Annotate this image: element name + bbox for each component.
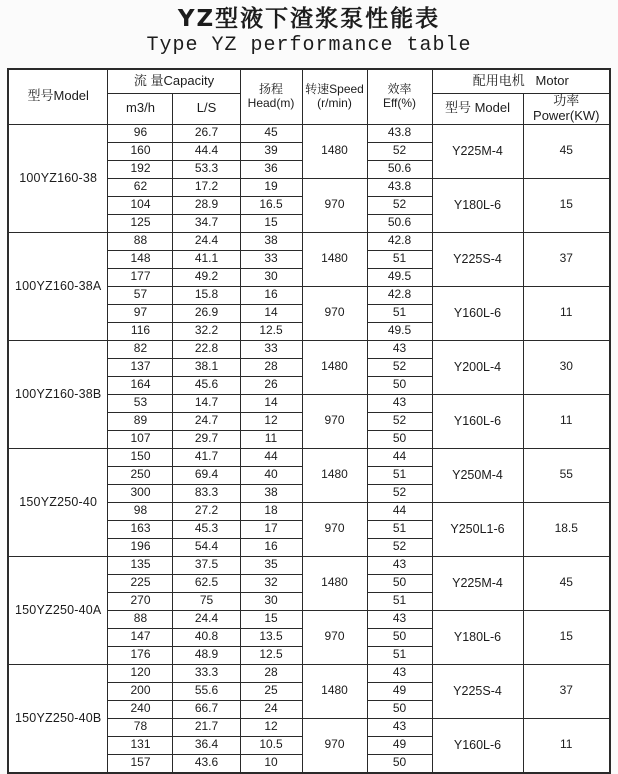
head-cell: 18: [240, 502, 302, 520]
motor-power-cell: 11: [523, 394, 610, 448]
pump-model-cell: 100YZ160-38: [8, 124, 108, 232]
capacity-m3h-cell: 116: [108, 322, 173, 340]
motor-power-cell: 18.5: [523, 502, 610, 556]
table-row: [8, 556, 610, 574]
speed-cell: 1480: [302, 124, 367, 178]
eff-cell: 44: [367, 502, 432, 520]
head-cell: 10: [240, 754, 302, 773]
eff-cell: 43.8: [367, 178, 432, 196]
capacity-m3h-cell: 88: [108, 232, 173, 250]
head-cell: 12: [240, 412, 302, 430]
head-cell: 16.5: [240, 196, 302, 214]
motor-power-cell: 11: [523, 286, 610, 340]
eff-cell: 52: [367, 196, 432, 214]
capacity-m3h-cell: 89: [108, 412, 173, 430]
capacity-ls-cell: 24.4: [173, 610, 240, 628]
capacity-m3h-cell: 225: [108, 574, 173, 592]
head-cell: 44: [240, 448, 302, 466]
col-header-eff-en: Eff(%): [382, 95, 417, 110]
motor-model-cell: Y180L-6: [432, 610, 523, 664]
eff-cell: 50: [367, 628, 432, 646]
speed-cell: 1480: [302, 448, 367, 502]
col-header-motor-model: 型号 Model: [432, 94, 523, 125]
head-cell: 30: [240, 592, 302, 610]
motor-model-cell: Y250L1-6: [432, 502, 523, 556]
pump-model-cell: 150YZ250-40B: [8, 664, 108, 773]
capacity-m3h-cell: 300: [108, 484, 173, 502]
capacity-ls-cell: 38.1: [173, 358, 240, 376]
col-header-head: [240, 69, 302, 124]
motor-model-cell: Y225M-4: [432, 124, 523, 178]
pump-model-cell: 100YZ160-38B: [8, 340, 108, 448]
capacity-ls-cell: 26.9: [173, 304, 240, 322]
capacity-m3h-cell: 160: [108, 142, 173, 160]
capacity-ls-cell: 37.5: [173, 556, 240, 574]
eff-cell: 51: [367, 304, 432, 322]
capacity-ls-cell: 26.7: [173, 124, 240, 142]
capacity-ls-cell: 36.4: [173, 736, 240, 754]
speed-cell: 970: [302, 718, 367, 773]
eff-cell: 43: [367, 340, 432, 358]
motor-model-cell: Y250M-4: [432, 448, 523, 502]
capacity-ls-cell: 62.5: [173, 574, 240, 592]
capacity-m3h-cell: 131: [108, 736, 173, 754]
capacity-ls-cell: 40.8: [173, 628, 240, 646]
capacity-m3h-cell: 137: [108, 358, 173, 376]
capacity-m3h-cell: 97: [108, 304, 173, 322]
head-cell: 40: [240, 466, 302, 484]
capacity-m3h-cell: 164: [108, 376, 173, 394]
capacity-m3h-cell: 196: [108, 538, 173, 556]
head-cell: 32: [240, 574, 302, 592]
head-cell: 38: [240, 484, 302, 502]
capacity-m3h-cell: 250: [108, 466, 173, 484]
capacity-m3h-cell: 96: [108, 124, 173, 142]
capacity-ls-cell: 53.3: [173, 160, 240, 178]
capacity-m3h-cell: 147: [108, 628, 173, 646]
eff-cell: 52: [367, 358, 432, 376]
col-header-capacity: 流 量Capacity: [108, 69, 240, 94]
capacity-ls-cell: 17.2: [173, 178, 240, 196]
speed-cell: 1480: [302, 340, 367, 394]
capacity-ls-cell: 69.4: [173, 466, 240, 484]
head-cell: 28: [240, 358, 302, 376]
eff-cell: 51: [367, 592, 432, 610]
table-row: [8, 340, 610, 358]
motor-power-cell: 15: [523, 178, 610, 232]
motor-model-cell: Y225M-4: [432, 556, 523, 610]
head-cell: 16: [240, 286, 302, 304]
capacity-m3h-cell: 270: [108, 592, 173, 610]
capacity-ls-cell: 83.3: [173, 484, 240, 502]
capacity-ls-cell: 41.1: [173, 250, 240, 268]
capacity-m3h-cell: 200: [108, 682, 173, 700]
motor-model-cell: Y160L-6: [432, 286, 523, 340]
speed-cell: 1480: [302, 232, 367, 286]
capacity-m3h-cell: 88: [108, 610, 173, 628]
capacity-ls-cell: 21.7: [173, 718, 240, 736]
col-header-model: 型号Model: [8, 69, 108, 124]
motor-power-cell: 45: [523, 124, 610, 178]
eff-cell: 52: [367, 142, 432, 160]
eff-cell: 50: [367, 430, 432, 448]
head-cell: 30: [240, 268, 302, 286]
capacity-m3h-cell: 240: [108, 700, 173, 718]
table-row: [8, 448, 610, 466]
motor-power-cell: 37: [523, 664, 610, 718]
capacity-m3h-cell: 98: [108, 502, 173, 520]
capacity-ls-cell: 33.3: [173, 664, 240, 682]
capacity-ls-cell: 44.4: [173, 142, 240, 160]
head-cell: 26: [240, 376, 302, 394]
eff-cell: 51: [367, 466, 432, 484]
head-cell: 12.5: [240, 646, 302, 664]
head-cell: 33: [240, 250, 302, 268]
motor-power-cell: 30: [523, 340, 610, 394]
speed-cell: 970: [302, 502, 367, 556]
motor-model-cell: Y225S-4: [432, 232, 523, 286]
eff-cell: 50.6: [367, 160, 432, 178]
head-cell: 39: [240, 142, 302, 160]
capacity-ls-cell: 45.3: [173, 520, 240, 538]
motor-power-cell: 55: [523, 448, 610, 502]
speed-cell: 970: [302, 286, 367, 340]
eff-cell: 49.5: [367, 268, 432, 286]
head-cell: 16: [240, 538, 302, 556]
head-cell: 28: [240, 664, 302, 682]
eff-cell: 52: [367, 538, 432, 556]
eff-cell: 49: [367, 736, 432, 754]
head-cell: 14: [240, 304, 302, 322]
capacity-ls-cell: 66.7: [173, 700, 240, 718]
capacity-ls-cell: 48.9: [173, 646, 240, 664]
eff-cell: 49.5: [367, 322, 432, 340]
head-cell: 11: [240, 430, 302, 448]
page-header: [0, 0, 618, 59]
capacity-ls-cell: 14.7: [173, 394, 240, 412]
motor-model-cell: Y160L-6: [432, 718, 523, 773]
col-header-motor-power: 功率Power(KW): [523, 94, 610, 125]
capacity-ls-cell: 28.9: [173, 196, 240, 214]
head-cell: 19: [240, 178, 302, 196]
col-header-eff-zh: 效率: [387, 82, 412, 97]
table-header: [8, 69, 610, 124]
capacity-m3h-cell: 150: [108, 448, 173, 466]
eff-cell: 49: [367, 682, 432, 700]
speed-cell: 970: [302, 178, 367, 232]
eff-cell: 43: [367, 664, 432, 682]
capacity-ls-cell: 55.6: [173, 682, 240, 700]
col-header-eff: [367, 69, 432, 124]
eff-cell: 42.8: [367, 232, 432, 250]
capacity-m3h-cell: 125: [108, 214, 173, 232]
capacity-ls-cell: 22.8: [173, 340, 240, 358]
capacity-ls-cell: 15.8: [173, 286, 240, 304]
motor-power-cell: 15: [523, 610, 610, 664]
eff-cell: 42.8: [367, 286, 432, 304]
capacity-m3h-cell: 62: [108, 178, 173, 196]
capacity-ls-cell: 54.4: [173, 538, 240, 556]
capacity-m3h-cell: 176: [108, 646, 173, 664]
speed-cell: 1480: [302, 664, 367, 718]
table-row: [8, 124, 610, 142]
eff-cell: 43: [367, 556, 432, 574]
head-cell: 15: [240, 214, 302, 232]
speed-cell: 970: [302, 394, 367, 448]
capacity-m3h-cell: 120: [108, 664, 173, 682]
eff-cell: 50: [367, 376, 432, 394]
capacity-ls-cell: 43.6: [173, 754, 240, 773]
capacity-ls-cell: 32.2: [173, 322, 240, 340]
motor-power-cell: 45: [523, 556, 610, 610]
col-header-motor: 配用电机 Motor: [432, 69, 610, 94]
header-row-1: [8, 69, 610, 94]
head-cell: 13.5: [240, 628, 302, 646]
pump-model-cell: 100YZ160-38A: [8, 232, 108, 340]
head-cell: 25: [240, 682, 302, 700]
pump-model-cell: 150YZ250-40A: [8, 556, 108, 664]
head-cell: 12.5: [240, 322, 302, 340]
col-header-head-en: Head(m): [247, 95, 295, 110]
eff-cell: 51: [367, 250, 432, 268]
col-header-speed-zh: 转速Speed: [305, 82, 364, 97]
eff-cell: 51: [367, 520, 432, 538]
page-title-chinese: YZ型液下渣浆泵性能表: [177, 6, 441, 32]
head-cell: 12: [240, 718, 302, 736]
capacity-ls-cell: 29.7: [173, 430, 240, 448]
col-header-head-zh: 扬程: [258, 82, 283, 97]
table-row: [8, 232, 610, 250]
eff-cell: 50: [367, 700, 432, 718]
head-cell: 33: [240, 340, 302, 358]
capacity-ls-cell: 24.4: [173, 232, 240, 250]
eff-cell: 43: [367, 718, 432, 736]
motor-power-cell: 11: [523, 718, 610, 773]
capacity-m3h-cell: 107: [108, 430, 173, 448]
col-header-m3h: m3/h: [108, 94, 173, 125]
capacity-m3h-cell: 104: [108, 196, 173, 214]
capacity-m3h-cell: 163: [108, 520, 173, 538]
capacity-m3h-cell: 135: [108, 556, 173, 574]
capacity-m3h-cell: 192: [108, 160, 173, 178]
eff-cell: 50: [367, 754, 432, 773]
capacity-ls-cell: 27.2: [173, 502, 240, 520]
motor-model-cell: Y200L-4: [432, 340, 523, 394]
eff-cell: 50.6: [367, 214, 432, 232]
motor-model-cell: Y160L-6: [432, 394, 523, 448]
capacity-m3h-cell: 78: [108, 718, 173, 736]
capacity-ls-cell: 24.7: [173, 412, 240, 430]
head-cell: 14: [240, 394, 302, 412]
eff-cell: 51: [367, 646, 432, 664]
table-row: [8, 664, 610, 682]
speed-cell: 970: [302, 610, 367, 664]
capacity-m3h-cell: 148: [108, 250, 173, 268]
capacity-m3h-cell: 157: [108, 754, 173, 773]
motor-power-cell: 37: [523, 232, 610, 286]
capacity-ls-cell: 49.2: [173, 268, 240, 286]
eff-cell: 44: [367, 448, 432, 466]
eff-cell: 50: [367, 574, 432, 592]
capacity-m3h-cell: 57: [108, 286, 173, 304]
head-cell: 35: [240, 556, 302, 574]
eff-cell: 43: [367, 610, 432, 628]
head-cell: 17: [240, 520, 302, 538]
head-cell: 38: [240, 232, 302, 250]
capacity-ls-cell: 34.7: [173, 214, 240, 232]
capacity-ls-cell: 75: [173, 592, 240, 610]
eff-cell: 43.8: [367, 124, 432, 142]
capacity-ls-cell: 45.6: [173, 376, 240, 394]
head-cell: 45: [240, 124, 302, 142]
col-header-speed: [302, 69, 367, 124]
table-body: [8, 124, 610, 773]
capacity-m3h-cell: 177: [108, 268, 173, 286]
head-cell: 10.5: [240, 736, 302, 754]
eff-cell: 52: [367, 412, 432, 430]
head-cell: 24: [240, 700, 302, 718]
head-cell: 36: [240, 160, 302, 178]
capacity-m3h-cell: 82: [108, 340, 173, 358]
capacity-m3h-cell: 53: [108, 394, 173, 412]
col-header-speed-unit: (r/min): [317, 95, 352, 110]
pump-model-cell: 150YZ250-40: [8, 448, 108, 556]
head-cell: 15: [240, 610, 302, 628]
eff-cell: 43: [367, 394, 432, 412]
eff-cell: 52: [367, 484, 432, 502]
performance-table: [7, 68, 611, 774]
motor-model-cell: Y180L-6: [432, 178, 523, 232]
speed-cell: 1480: [302, 556, 367, 610]
capacity-ls-cell: 41.7: [173, 448, 240, 466]
motor-model-cell: Y225S-4: [432, 664, 523, 718]
page-title-english: Type YZ performance table: [146, 34, 472, 57]
col-header-ls: L/S: [173, 94, 240, 125]
